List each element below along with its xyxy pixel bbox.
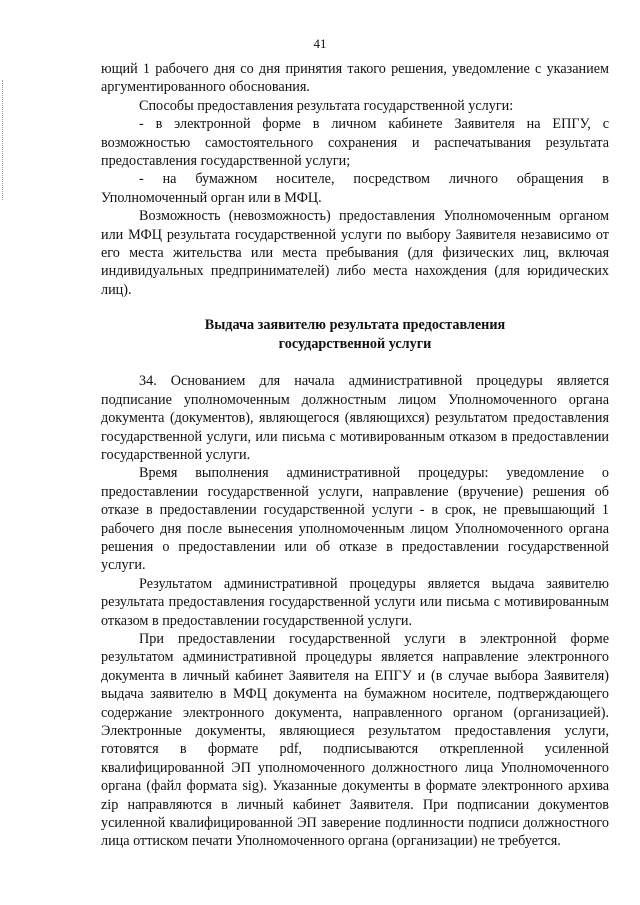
paragraph-extraterritorial: Возможность (невозможность) предоставления Уполномоченным органом или МФЦ результата государственной услуги по выбору Заявителя независимо от его места жительства или места пребывания (для физических лиц, включая индивидуальных предпринимателей) либо места нахождения (для юридических лиц). bbox=[101, 208, 609, 298]
section-heading bbox=[101, 316, 609, 354]
document-body bbox=[101, 60, 609, 851]
page-number: 41 bbox=[313, 36, 327, 51]
paragraph-result-methods: Способы предоставления результата государственной услуги: bbox=[139, 97, 514, 114]
list-item-electronic: - в электронной форме в личном кабинете Заявителя на ЕПГУ, с возможностью самостоятельного сохранения и распечатывания результата предоставления государственной услуги; bbox=[101, 116, 609, 170]
scan-margin-mark bbox=[2, 80, 4, 200]
paragraph-34-basis: 34. Основанием для начала административной процедуры является подписание уполномоченным должностным лицом Уполномоченного органа документа (документов), являющегося (являющихся) результатом предоставления государственной услуги, или письма с мотивированным отказом в предоставлении государственной услуги. bbox=[101, 373, 609, 463]
paragraph-continuation: ющий 1 рабочего дня со дня принятия такого решения, уведомление с указанием аргументированного обоснования. bbox=[101, 61, 609, 96]
paragraph-electronic-result: При предоставлении государственной услуги в электронной форме результатом административной процедуры является направление электронного документа в личный кабинет Заявителя на ЕПГУ и (в случае выбора Заявителя) выдача заявителю в МФЦ документа на бумажном носителе, подтверждающего содержание электронного документа, направленного органом (организацией). Электронные документы, являющиеся результатом предоставления услуги, готовятся в формате pdf, подписываются открепленной усиленной квалифицированной ЭП уполномоченного должностного лица Уполномоченного органа (файл формата sig). Указанные документы в формате электронного архива zip направляются в личный кабинет Заявителя. При подписании документов усиленной квалифицированной ЭП заверение подлинности подписи должностного лица оттиском печати Уполномоченного органа (организации) не требуется. bbox=[101, 630, 609, 850]
section-heading-line-1: Выдача заявителю результата предоставления bbox=[204, 317, 506, 334]
paragraph-execution-time: Время выполнения административной процедуры: уведомление о предоставлении государственной услуги, направление (вручение) решения об отказе в предоставлении государственной услуги - в срок, не превышающий 1 рабочего дня после вынесения уполномоченным лицом Уполномоченного органа решения о предоставлении или об отказе в предоставлении государственной услуги. bbox=[101, 465, 609, 574]
list-item-paper: - на бумажном носителе, посредством личного обращения в Уполномоченный орган или в МФЦ. bbox=[101, 171, 609, 206]
section-heading-line-2: государственной услуги bbox=[278, 336, 432, 353]
paragraph-procedure-result: Результатом административной процедуры является выдача заявителю результата предоставления государственной услуги или письма с мотивированным отказом в предоставлении государственной услуги. bbox=[101, 575, 609, 629]
